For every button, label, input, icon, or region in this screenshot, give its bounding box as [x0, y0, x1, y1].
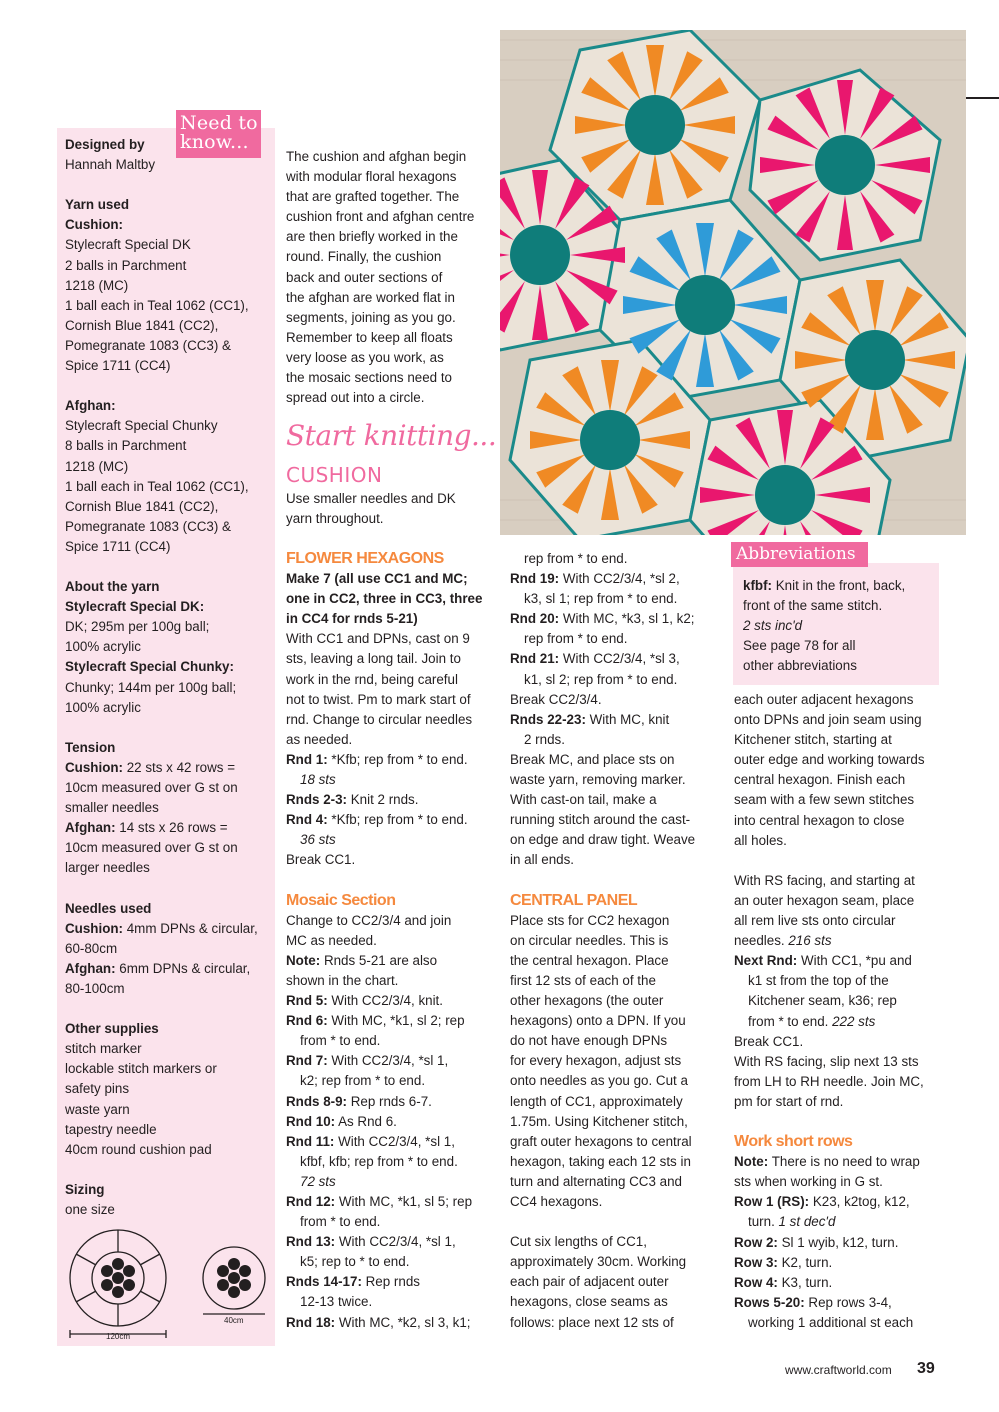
- cut-line: approximately 30cm. Working: [510, 1254, 687, 1270]
- afghan-size-diagram: [70, 1230, 166, 1338]
- rnd-text: 12-13 twice.: [300, 1294, 373, 1310]
- row-label: Row 1 (RS):: [734, 1194, 810, 1210]
- intro-line: Remember to keep all floats: [286, 329, 453, 345]
- rnd-label: Rnd 19:: [510, 571, 560, 587]
- tension-afghan-line: 14 sts x 26 rows =: [115, 820, 228, 836]
- pattern-column-3: [510, 549, 720, 1333]
- supply-item: lockable stitch markers or: [65, 1061, 217, 1077]
- rnd-label: Rnds 14-17:: [286, 1274, 362, 1290]
- rnd-text: k3, sl 1; rep from * to end.: [524, 591, 678, 607]
- cushion-yarn-line: Stylecraft Special DK: [65, 237, 191, 253]
- supply-item: waste yarn: [65, 1101, 130, 1117]
- needles-afghan-label: Afghan:: [65, 960, 116, 976]
- chunky-line: Chunky; 144m per 100g ball;: [65, 679, 237, 695]
- tension-cushion-line: 10cm measured over G st on: [65, 780, 238, 795]
- tension-cushion-line: 22 sts x 42 rows =: [123, 759, 236, 775]
- cushion-intro: [286, 489, 492, 529]
- afghan-illustration: [500, 30, 966, 535]
- rnd-text: Knit 2 rnds.: [347, 792, 419, 808]
- designer-name: Hannah Maltby: [65, 157, 156, 173]
- rnd-text: With MC, *k3, sl 1, k2;: [559, 611, 695, 627]
- rnd-text: With MC, *k1, sl 2; rep: [327, 1013, 465, 1029]
- rnd-text: k1 st from the top of the: [748, 973, 889, 989]
- cont-line: central hexagon. Finish each: [734, 772, 906, 788]
- rnd-text: With CC2/3/4, *sl 3,: [559, 651, 680, 667]
- row-text: K23, k2tog, k12,: [809, 1194, 910, 1210]
- afghan-yarn-line: 8 balls in Parchment: [65, 438, 187, 454]
- afghan-yarn-line: Pomegranate 1083 (CC3) &: [65, 518, 231, 534]
- supply-item: tapestry needle: [65, 1121, 157, 1137]
- cast-on-line: With CC1 and DPNs, cast on 9: [286, 631, 470, 647]
- tension-cushion-label: Cushion:: [65, 759, 124, 775]
- tension-afghan-label: Afghan:: [65, 820, 116, 836]
- footer-url[interactable]: www.craftworld.com: [785, 1363, 892, 1377]
- cut-line: hexagons, close seams as: [510, 1294, 668, 1310]
- note-text: Rnds 5-21 are also: [320, 952, 438, 968]
- note-text: There is no need to wrap: [768, 1154, 920, 1170]
- abbr-definition: Knit in the front, back,: [772, 578, 906, 593]
- abbr-definition: front of the same stitch.: [743, 598, 883, 614]
- row-text: working 1 additional st each: [748, 1314, 914, 1330]
- abbreviations-text: [743, 576, 933, 676]
- rnd-text: from * to end.: [748, 1013, 833, 1029]
- intro-line: back and outer sections of: [286, 269, 443, 285]
- rnd-text: *Kfb; rep from * to end.: [327, 812, 468, 828]
- cast-on-line: work in the rnd, being careful: [286, 671, 458, 687]
- central-line: for every hexagon, adjust sts: [510, 1053, 682, 1069]
- row-label: Rows 5-20:: [734, 1294, 805, 1310]
- see-page-line: other abbreviations: [743, 658, 857, 674]
- afghan-yarn-line: 1 ball each in Teal 1062 (CC1),: [65, 478, 249, 494]
- needles-label: Needles used: [65, 900, 152, 916]
- tension-afghan-line: 10cm measured over G st on: [65, 840, 238, 856]
- cushion-yarn-line: Cornish Blue 1841 (CC2),: [65, 317, 219, 333]
- abbreviations-tag: Abbreviations: [731, 542, 868, 567]
- break-text: Break CC1.: [286, 852, 356, 868]
- row-text: Rep rows 3-4,: [804, 1294, 892, 1310]
- cont-line: all holes.: [734, 832, 787, 848]
- central-panel-heading: CENTRAL PANEL: [510, 891, 638, 909]
- central-line: graft outer hexagons to central: [510, 1133, 692, 1149]
- afghan-yarn-line: Stylecraft Special Chunky: [65, 418, 218, 434]
- slip-line: With RS facing, slip next 13 sts: [734, 1053, 919, 1069]
- cont-line: Kitchener stitch, starting at: [734, 732, 892, 748]
- break-text: Break CC2/3/4.: [510, 691, 602, 707]
- tension-afghan-line: larger needles: [65, 860, 150, 876]
- yarn-used-label: Yarn used: [65, 197, 130, 213]
- rnd-label: Rnd 7:: [286, 1053, 328, 1069]
- cast-on-line: not to twist. Pm to mark start of: [286, 691, 471, 707]
- afghan-photo: [500, 30, 966, 535]
- needles-cushion-label: Cushion:: [65, 920, 124, 936]
- intro-line: very loose as you work, as: [286, 349, 444, 365]
- intro-line: are then briefly worked in the: [286, 229, 458, 245]
- intro-line: spread out into a circle.: [286, 390, 425, 406]
- chunky-label: Stylecraft Special Chunky:: [65, 659, 234, 675]
- about-yarn-label: About the yarn: [65, 579, 160, 595]
- cont-line: into central hexagon to close: [734, 812, 905, 828]
- stitch-count: 18 sts: [300, 772, 336, 788]
- rnd-text: k2; rep from * to end.: [300, 1073, 426, 1089]
- cont-line: seam with a few sewn stitches: [734, 792, 915, 808]
- slip-line: from LH to RH needle. Join MC,: [734, 1073, 924, 1089]
- cushion-yarn-line: Pomegranate 1083 (CC3) &: [65, 337, 231, 353]
- rnd-text: Rep rnds: [361, 1274, 420, 1290]
- note-text: shown in the chart.: [286, 972, 399, 988]
- intro-line: segments, joining as you go.: [286, 309, 456, 325]
- make-line: Make 7 (all use CC1 and MC;: [286, 571, 468, 587]
- break-text: Break CC1.: [734, 1033, 804, 1049]
- intro-line: that are grafted together. The: [286, 189, 460, 205]
- afghan-yarn-line: Cornish Blue 1841 (CC2),: [65, 498, 219, 514]
- stitch-count: 36 sts: [300, 832, 336, 848]
- cast-on-line: rnd. Change to circular needles: [286, 711, 473, 727]
- note-text: sts when working in G st.: [734, 1174, 883, 1190]
- afghan-yarn-line: Spice 1711 (CC4): [65, 538, 171, 554]
- tension-label: Tension: [65, 739, 116, 755]
- mosaic-intro-line: MC as needed.: [286, 932, 377, 948]
- pattern-column-2: [286, 549, 496, 1333]
- needles-cushion-line: 60-80cm: [65, 940, 118, 956]
- flower-hexagons-heading: FLOWER HEXAGONS: [286, 550, 444, 567]
- note-label: Note:: [286, 952, 321, 968]
- rnd-text: k5; rep to * to end.: [300, 1254, 410, 1270]
- cast-on-line: sts, leaving a long tail. Join to: [286, 651, 461, 667]
- rnd-text: from * to end.: [300, 1214, 381, 1230]
- finish-line: in all ends.: [510, 852, 575, 868]
- stitch-count: 216 sts: [788, 933, 832, 949]
- supply-item: safety pins: [65, 1081, 130, 1097]
- rnd-text: With CC1, *pu and: [797, 953, 912, 969]
- rnd-text: With MC, *k1, sl 5; rep: [335, 1194, 473, 1209]
- finish-line: waste yarn, removing marker.: [510, 772, 686, 788]
- rnd-label: Rnds 22-23:: [510, 711, 586, 727]
- cont-line: outer edge and working towards: [734, 752, 925, 768]
- afghan-yarn-line: 1218 (MC): [65, 458, 129, 474]
- dk-line: 100% acrylic: [65, 639, 141, 655]
- start-knitting-heading: Start knitting...: [286, 419, 497, 452]
- slip-line: pm for start of rnd.: [734, 1093, 844, 1109]
- central-line: the central hexagon. Place: [510, 952, 669, 968]
- rnd-text: from * to end.: [300, 1033, 381, 1049]
- rnd-label: Rnd 13:: [286, 1234, 336, 1250]
- rnd-label: Rnds 2-3:: [286, 792, 348, 808]
- rnd-label: Rnd 12:: [286, 1194, 336, 1209]
- needles-afghan-line: 80-100cm: [65, 980, 125, 996]
- need-to-know-tag: Need to know...: [176, 110, 261, 158]
- sizing-label: Sizing: [65, 1181, 105, 1197]
- intro-line: with modular floral hexagons: [286, 169, 457, 185]
- rnd-label: Rnd 11:: [286, 1133, 335, 1149]
- supply-item: stitch marker: [65, 1041, 142, 1057]
- pattern-column-4: [734, 690, 954, 1333]
- short-rows-heading: Work short rows: [734, 1133, 853, 1151]
- rnd-text: k1, sl 2; rep from * to end.: [524, 671, 678, 687]
- rnd-label: Rnd 6:: [286, 1013, 328, 1029]
- make-line: in CC4 for rnds 5-21): [286, 611, 418, 627]
- chunky-line: 100% acrylic: [65, 699, 141, 715]
- cushion-intro-line: Use smaller needles and DK: [286, 491, 456, 506]
- stitch-count: 72 sts: [300, 1173, 336, 1189]
- row-text: turn.: [748, 1214, 779, 1230]
- rnd-text: rep from * to end.: [524, 631, 628, 647]
- rnd-label: Rnd 21:: [510, 651, 560, 667]
- rnd-label: Rnd 5:: [286, 993, 328, 1009]
- rs-facing-line: needles.: [734, 933, 789, 949]
- cut-line: each pair of adjacent outer: [510, 1274, 669, 1290]
- central-line: length of CC1, approximately: [510, 1093, 683, 1109]
- row-text: K2, turn.: [777, 1254, 833, 1270]
- afghan-size-label: 120cm: [106, 1332, 131, 1341]
- central-line: Place sts for CC2 hexagon: [510, 912, 670, 928]
- supply-item: 40cm round cushion pad: [65, 1141, 212, 1157]
- central-line: do not have enough DPNs: [510, 1033, 668, 1049]
- stitch-count: 1 st dec'd: [778, 1214, 836, 1230]
- central-line: turn and alternating CC3 and: [510, 1173, 682, 1189]
- rnd-text: With MC, knit: [585, 711, 670, 727]
- stitch-count: 222 sts: [832, 1013, 876, 1029]
- rnd-label: Rnd 1:: [286, 751, 328, 767]
- tension-cushion-line: smaller needles: [65, 800, 159, 816]
- cushion-size-label: 40cm: [224, 1316, 244, 1325]
- cushion-intro-line: yarn throughout.: [286, 511, 384, 527]
- cut-line: follows: place next 12 sts of: [510, 1314, 674, 1330]
- rnd-text: With CC2/3/4, *sl 1,: [327, 1053, 449, 1069]
- cushion-yarn-line: 2 balls in Parchment: [65, 257, 187, 273]
- note-label: Note:: [734, 1154, 769, 1170]
- finish-line: on edge and draw tight. Weave: [510, 832, 696, 848]
- mosaic-section-heading: Mosaic Section: [286, 891, 396, 909]
- cushion-yarn-line: 1 ball each in Teal 1062 (CC1),: [65, 297, 249, 313]
- central-line: hexagon, taking each 12 sts in: [510, 1153, 691, 1169]
- rs-facing-line: With RS facing, and starting at: [734, 872, 915, 888]
- make-line: one in CC2, three in CC3, three: [286, 591, 483, 607]
- sizing-diagrams: [62, 1226, 272, 1346]
- rnd-text: rep from * to end.: [524, 551, 628, 566]
- rnd-text: kfbf, kfb; rep from * to end.: [300, 1153, 458, 1169]
- intro-line: cushion front and afghan centre: [286, 209, 475, 225]
- intro-line: round. Finally, the cushion: [286, 249, 442, 265]
- central-line: on circular needles. This is: [510, 932, 669, 948]
- cont-line: onto DPNs and join seam using: [734, 712, 922, 728]
- rnd-label: Next Rnd:: [734, 953, 798, 969]
- row-text: Sl 1 wyib, k12, turn.: [777, 1234, 899, 1250]
- rnd-text: *Kfb; rep from * to end.: [327, 751, 468, 767]
- dk-line: DK; 295m per 100g ball;: [65, 619, 210, 635]
- rnd-label: Rnd 18:: [286, 1314, 336, 1330]
- rnd-text: As Rnd 6.: [335, 1113, 397, 1129]
- rnd-text: Kitchener seam, k36; rep: [748, 993, 897, 1009]
- other-supplies-label: Other supplies: [65, 1021, 159, 1037]
- rnd-label: Rnd 10:: [286, 1113, 336, 1129]
- row-label: Row 3:: [734, 1254, 778, 1270]
- cast-on-line: as needed.: [286, 731, 353, 747]
- row-label: Row 4:: [734, 1274, 778, 1290]
- cont-line: each outer adjacent hexagons: [734, 692, 914, 707]
- mosaic-intro-line: Change to CC2/3/4 and join: [286, 912, 452, 928]
- abbr-term: kfbf:: [743, 578, 773, 593]
- intro-line: the mosaic sections need to: [286, 370, 452, 386]
- rs-facing-line: all rem live sts onto circular: [734, 913, 896, 929]
- rnd-text: With CC2/3/4, *sl 1,: [334, 1133, 455, 1149]
- intro-line: The cushion and afghan begin: [286, 149, 467, 164]
- central-line: onto needles as you go. Cut a: [510, 1073, 688, 1089]
- dk-label: Stylecraft Special DK:: [65, 599, 205, 615]
- rnd-text: With MC, *k2, sl 3, k1;: [335, 1314, 471, 1330]
- needles-cushion-line: 4mm DPNs & circular,: [123, 920, 258, 936]
- needles-afghan-line: 6mm DPNs & circular,: [115, 960, 251, 976]
- finish-line: With cast-on tail, make a: [510, 792, 657, 808]
- rnd-text: 2 rnds.: [524, 731, 565, 747]
- central-line: first 12 sts of each of the: [510, 972, 656, 988]
- rnd-label: Rnd 4:: [286, 812, 328, 828]
- rnd-label: Rnds 8-9:: [286, 1093, 348, 1109]
- sizing-value: one size: [65, 1201, 115, 1217]
- row-text: K3, turn.: [777, 1274, 833, 1290]
- designed-by-label: Designed by: [65, 137, 145, 152]
- finish-line: running stitch around the cast-: [510, 812, 691, 828]
- rnd-text: With CC2/3/4, *sl 2,: [559, 571, 680, 587]
- cushion-yarn-label: Cushion:: [65, 217, 124, 233]
- cushion-yarn-line: Spice 1711 (CC4): [65, 358, 171, 374]
- see-page-line: See page 78 for all: [743, 638, 856, 654]
- central-line: hexagons) onto a DPN. If you: [510, 1013, 686, 1029]
- finish-line: Break MC, and place sts on: [510, 751, 675, 767]
- central-line: other hexagons (the outer: [510, 993, 664, 1009]
- abbr-note: 2 sts inc'd: [743, 618, 803, 634]
- central-line: 1.75m. Using Kitchener stitch,: [510, 1113, 688, 1129]
- cushion-heading: CUSHION: [286, 463, 383, 487]
- intro-line: the afghan are worked flat in: [286, 289, 455, 305]
- cushion-size-diagram: [203, 1247, 265, 1314]
- rnd-label: Rnd 20:: [510, 611, 560, 627]
- page-number: 39: [917, 1360, 935, 1377]
- need-to-know-panel: [57, 128, 275, 1346]
- afghan-yarn-label: Afghan:: [65, 398, 116, 414]
- central-line: CC4 hexagons.: [510, 1194, 603, 1209]
- rnd-text: With CC2/3/4, knit.: [327, 993, 444, 1009]
- rnd-text: With CC2/3/4, *sl 1,: [335, 1234, 456, 1250]
- cushion-yarn-line: 1218 (MC): [65, 277, 129, 293]
- cut-line: Cut six lengths of CC1,: [510, 1234, 647, 1250]
- rs-facing-line: an outer hexagon seam, place: [734, 892, 915, 908]
- row-label: Row 2:: [734, 1234, 778, 1250]
- intro-text: [286, 147, 492, 408]
- rnd-text: Rep rnds 6-7.: [347, 1093, 432, 1109]
